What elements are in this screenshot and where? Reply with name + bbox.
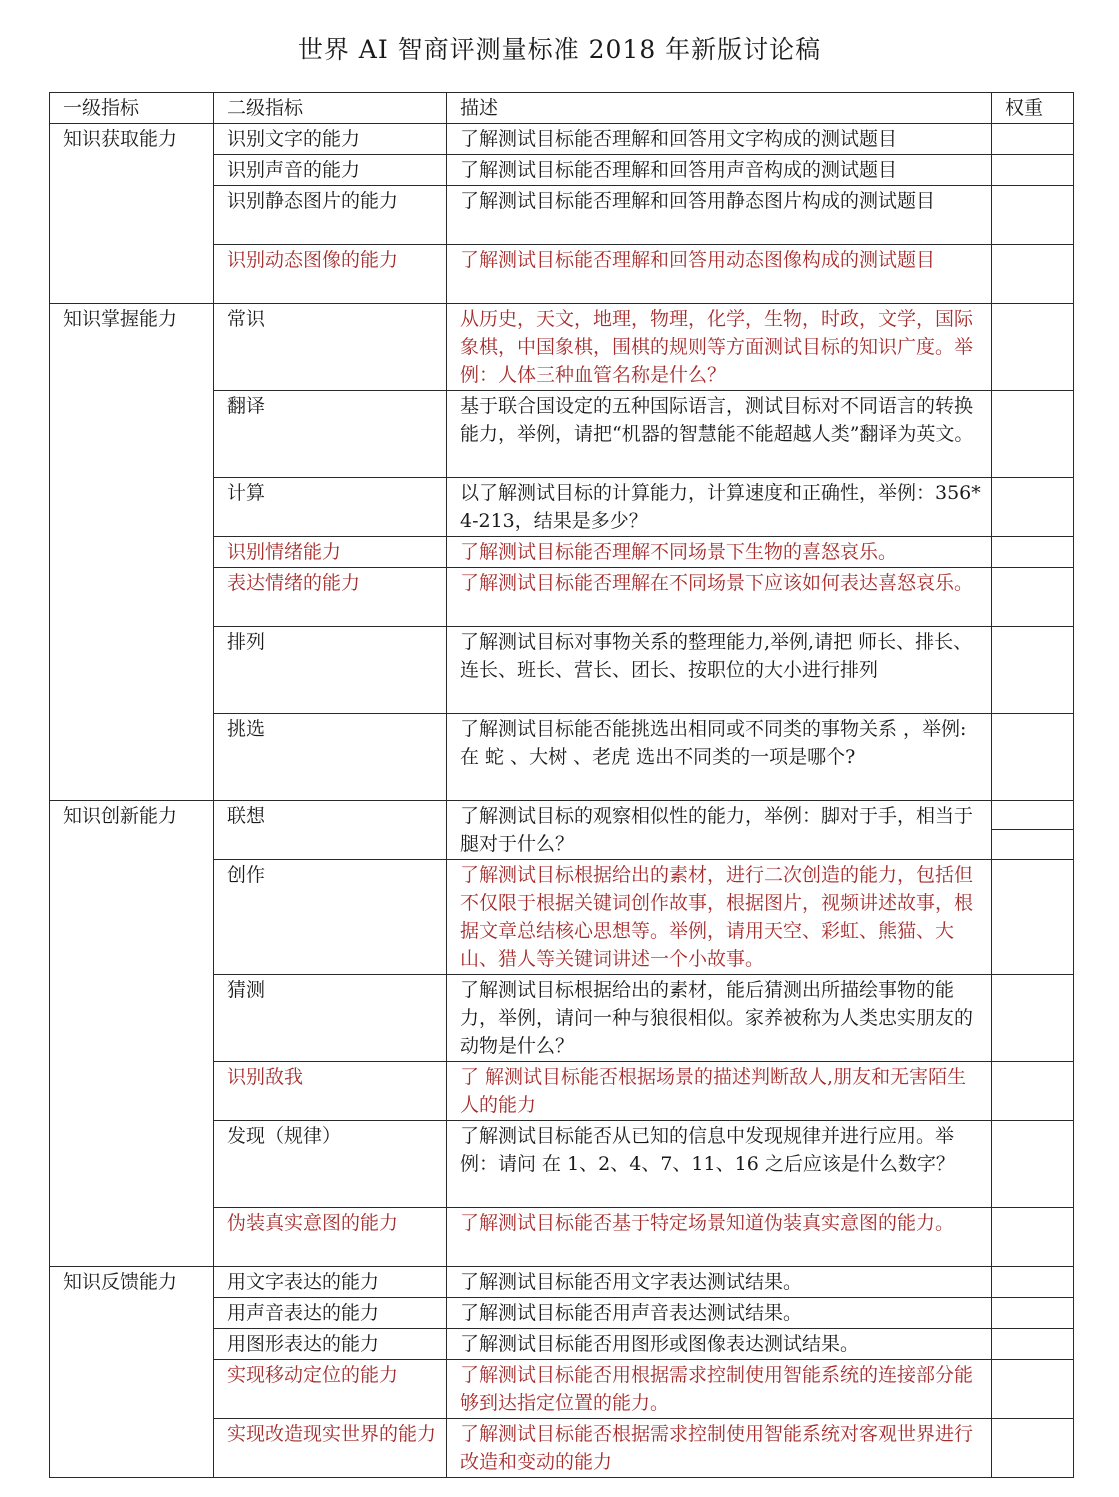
header-desc: 描述 [447, 93, 992, 124]
desc-cell: 以了解测试目标的计算能力，计算速度和正确性，举例：356*4-213，结果是多少？ [447, 478, 992, 537]
level2-cell: 实现移动定位的能力 [214, 1360, 447, 1419]
weight-cell [992, 1208, 1074, 1267]
desc-cell: 了解测试目标能否理解在不同场景下应该如何表达喜怒哀乐。 [447, 568, 992, 627]
weight-cell [992, 1121, 1074, 1208]
level2-cell: 识别声音的能力 [214, 155, 447, 186]
weight-cell [992, 124, 1074, 155]
level2-cell: 发现（规律） [214, 1121, 447, 1208]
desc-cell: 了解测试目标的观察相似性的能力，举例：脚对于手，相当于腿对于什么？ [447, 801, 992, 860]
weight-cell [992, 304, 1074, 391]
weight-cell [992, 537, 1074, 568]
level2-cell: 创作 [214, 860, 447, 975]
table-header-row [50, 93, 1074, 124]
desc-cell: 了解测试目标能否根据需求控制使用智能系统对客观世界进行改造和变动的能力 [447, 1419, 992, 1478]
desc-cell: 了解测试目标根据给出的素材，进行二次创造的能力，包括但不仅限于根据关键词创作故事，根据图片，视频讲述故事，根据文章总结核心思想等。举例，请用天空、彩虹、熊猫、大山、猎人等关键词讲述一个小故事。 [447, 860, 992, 975]
weight-cell [992, 186, 1074, 245]
desc-cell: 了解测试目标能否理解和回答用静态图片构成的测试题目 [447, 186, 992, 245]
weight-cell [992, 1298, 1074, 1329]
table-row [50, 1267, 1074, 1298]
weight-cell [992, 245, 1074, 304]
weight-cell [992, 391, 1074, 478]
desc-cell: 了解测试目标能否用根据需求控制使用智能系统的连接部分能够到达指定位置的能力。 [447, 1360, 992, 1419]
desc-cell: 从历史，天文，地理，物理，化学，生物，时政，文学，国际象棋，中国象棋，围棋的规则等方面测试目标的知识广度。举例：人体三种血管名称是什么？ [447, 304, 992, 391]
desc-cell: 了解测试目标能否用声音表达测试结果。 [447, 1298, 992, 1329]
weight-subcell [992, 830, 1073, 858]
header-level1: 一级指标 [50, 93, 214, 124]
level2-cell: 识别敌我 [214, 1062, 447, 1121]
weight-cell [992, 714, 1074, 801]
level1-cell: 知识创新能力 [50, 801, 214, 1267]
desc-cell: 基于联合国设定的五种国际语言，测试目标对不同语言的转换能力，举例，请把“机器的智慧能不能超越人类”翻译为英文。 [447, 391, 992, 478]
level2-cell: 常识 [214, 304, 447, 391]
weight-cell [992, 1419, 1074, 1478]
weight-cell [992, 801, 1074, 860]
level2-cell: 排列 [214, 627, 447, 714]
level2-cell: 实现改造现实世界的能力 [214, 1419, 447, 1478]
desc-cell: 了解测试目标对事物关系的整理能力,举例,请把 师长、排长、连长、班长、营长、团长、按职位的大小进行排列 [447, 627, 992, 714]
desc-cell: 了解测试目标能否用文字表达测试结果。 [447, 1267, 992, 1298]
weight-cell [992, 478, 1074, 537]
weight-cell [992, 1062, 1074, 1121]
level2-cell: 用图形表达的能力 [214, 1329, 447, 1360]
desc-cell: 了解测试目标能否基于特定场景知道伪装真实意图的能力。 [447, 1208, 992, 1267]
ai-iq-standard-table [49, 92, 1074, 1478]
weight-cell [992, 627, 1074, 714]
table-row [50, 304, 1074, 391]
level2-cell: 识别静态图片的能力 [214, 186, 447, 245]
header-level2: 二级指标 [214, 93, 447, 124]
weight-cell [992, 860, 1074, 975]
level2-cell: 用文字表达的能力 [214, 1267, 447, 1298]
desc-cell: 了解测试目标能否理解不同场景下生物的喜怒哀乐。 [447, 537, 992, 568]
table-row [50, 801, 1074, 860]
level2-cell: 猜测 [214, 975, 447, 1062]
level2-cell: 联想 [214, 801, 447, 860]
level1-cell: 知识获取能力 [50, 124, 214, 304]
level2-cell: 识别动态图像的能力 [214, 245, 447, 304]
desc-cell: 了解测试目标能否用图形或图像表达测试结果。 [447, 1329, 992, 1360]
weight-cell [992, 1329, 1074, 1360]
weight-cell [992, 1267, 1074, 1298]
weight-cell [992, 1360, 1074, 1419]
weight-cell [992, 568, 1074, 627]
level2-cell: 识别情绪能力 [214, 537, 447, 568]
level1-cell: 知识反馈能力 [50, 1267, 214, 1478]
desc-cell: 了解测试目标能否从已知的信息中发现规律并进行应用。举例：请问 在 1、2、4、7、11、16 之后应该是什么数字？ [447, 1121, 992, 1208]
page-title: 世界 AI 智商评测量标准 2018 年新版讨论稿 [297, 35, 822, 64]
weight-cell [992, 155, 1074, 186]
desc-cell: 了解测试目标能否能挑选出相同或不同类的事物关系 ，举例: 在 蛇 、大树 、老虎 选出不同类的一项是哪个? [447, 714, 992, 801]
desc-cell: 了解测试目标能否理解和回答用声音构成的测试题目 [447, 155, 992, 186]
level2-cell: 伪装真实意图的能力 [214, 1208, 447, 1267]
desc-cell: 了解测试目标能否理解和回答用动态图像构成的测试题目 [447, 245, 992, 304]
level2-cell: 计算 [214, 478, 447, 537]
desc-cell: 了解测试目标能否理解和回答用文字构成的测试题目 [447, 124, 992, 155]
level1-cell: 知识掌握能力 [50, 304, 214, 801]
level2-cell: 翻译 [214, 391, 447, 478]
level2-cell: 识别文字的能力 [214, 124, 447, 155]
table-row [50, 124, 1074, 155]
weight-cell [992, 975, 1074, 1062]
level2-cell: 用声音表达的能力 [214, 1298, 447, 1329]
desc-cell: 了 解测试目标能否根据场景的描述判断敌人,朋友和无害陌生人的能力 [447, 1062, 992, 1121]
level2-cell: 挑选 [214, 714, 447, 801]
weight-subcell [992, 801, 1073, 830]
header-weight: 权重 [992, 93, 1074, 124]
desc-cell: 了解测试目标根据给出的素材，能后猜测出所描绘事物的能力，举例，请问一种与狼很相似。家养被称为人类忠实朋友的动物是什么？ [447, 975, 992, 1062]
level2-cell: 表达情绪的能力 [214, 568, 447, 627]
